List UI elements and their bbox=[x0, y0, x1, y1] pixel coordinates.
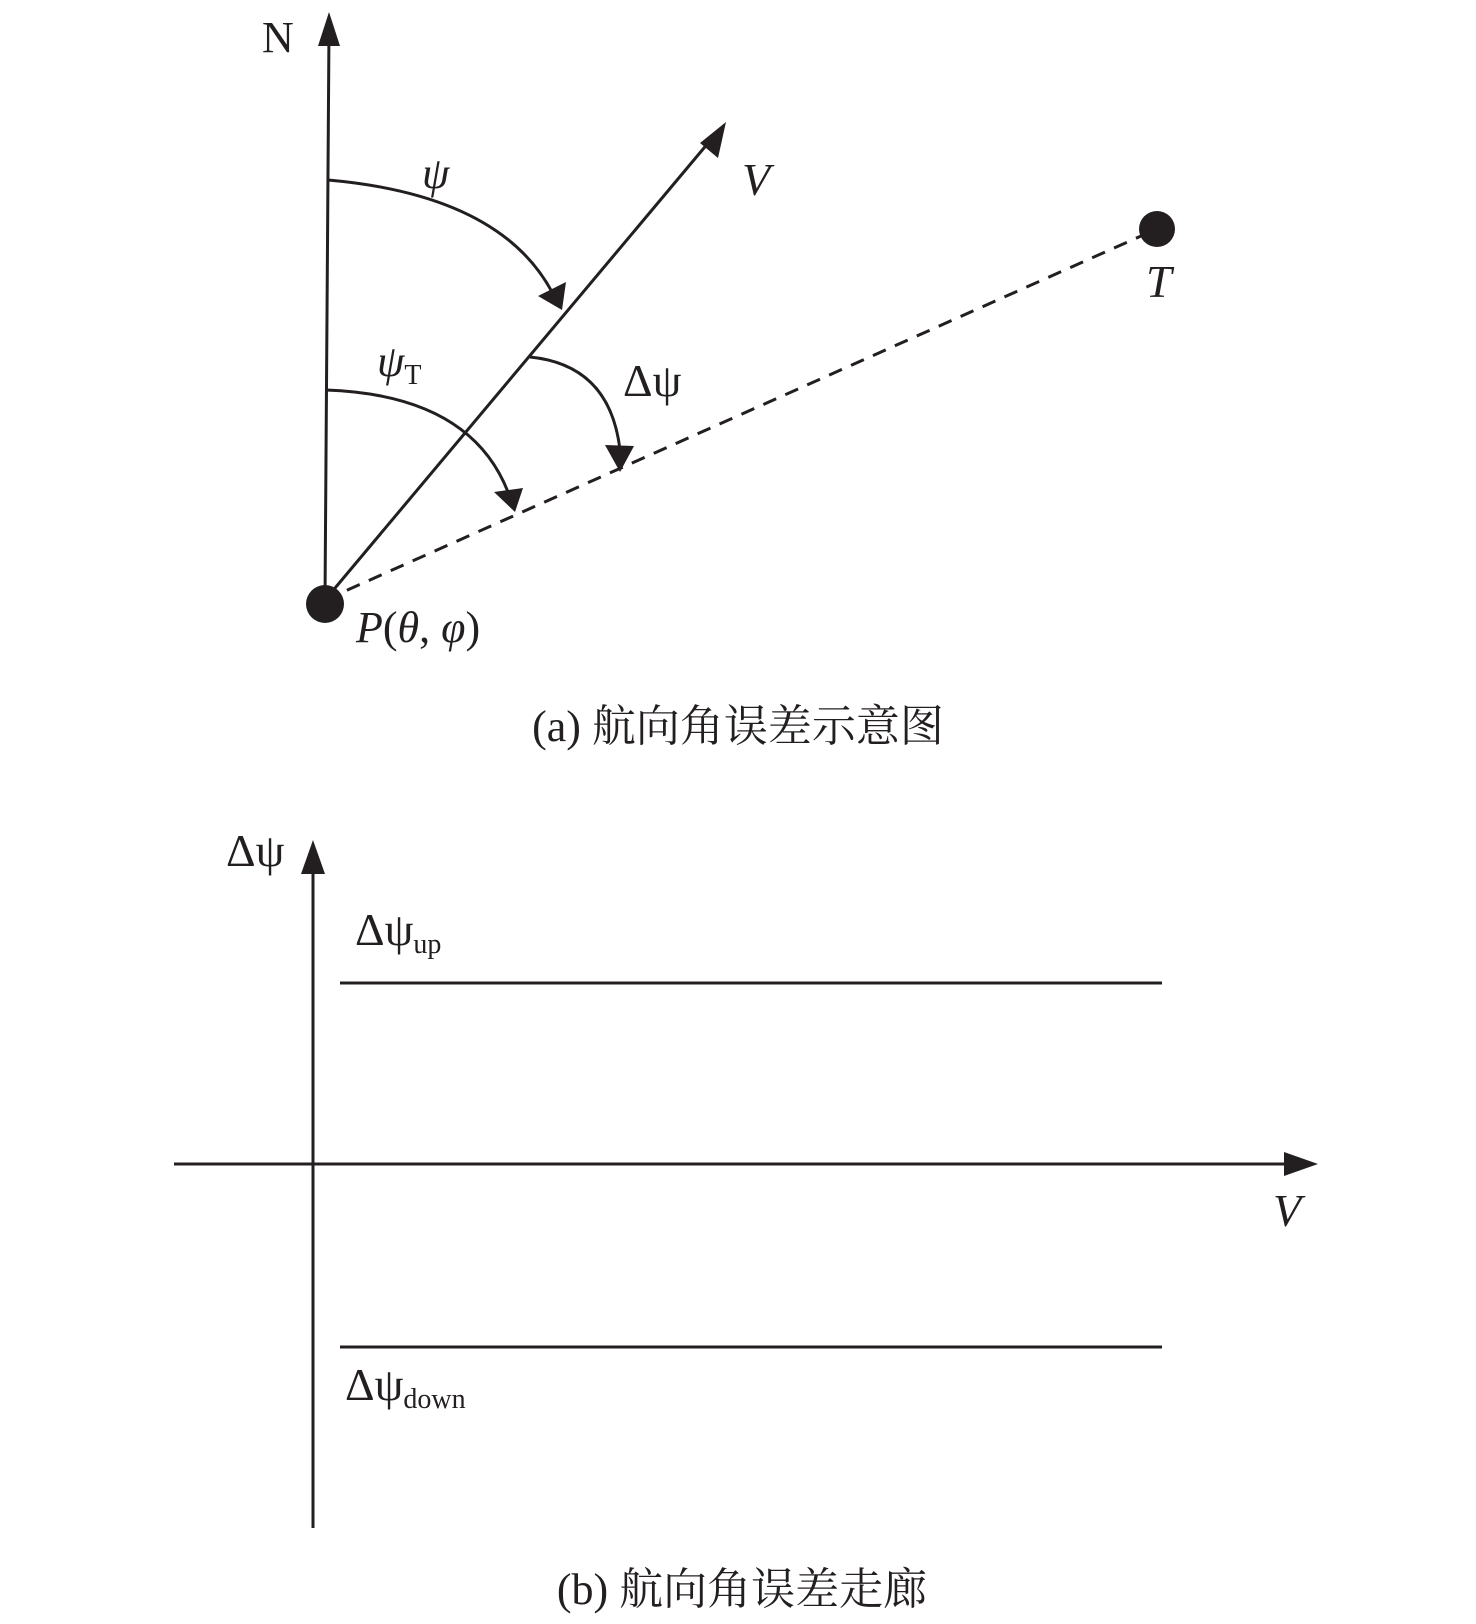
vehicle-point bbox=[306, 585, 344, 623]
psi-t-subscript: T bbox=[404, 360, 422, 391]
lower-bound-label bbox=[345, 1359, 466, 1415]
psi-t-symbol: ψ bbox=[377, 337, 405, 386]
lower-bound-subscript: down bbox=[403, 1384, 466, 1415]
vehicle-position-label bbox=[355, 603, 480, 652]
delta-psi-label bbox=[623, 355, 682, 406]
panel-a-caption: (a) 航向角误差示意图 bbox=[532, 702, 944, 751]
psi-t-arc bbox=[326, 390, 508, 492]
panel-b-caption: (b) 航向角误差走廊 bbox=[556, 1565, 928, 1614]
label-theta: θ bbox=[397, 603, 420, 652]
north-axis-line bbox=[325, 30, 329, 600]
psi-t-label bbox=[377, 337, 421, 391]
x-axis-arrowhead bbox=[1284, 1152, 1318, 1176]
target-label: T bbox=[1146, 256, 1172, 307]
psi-t-arrowhead bbox=[494, 488, 523, 512]
y-axis-label: Δψ bbox=[226, 825, 285, 876]
north-arrowhead bbox=[318, 12, 340, 46]
delta-psi-text: Δψ bbox=[623, 355, 682, 406]
delta-psi-arrowhead bbox=[605, 445, 634, 472]
target-point bbox=[1139, 211, 1175, 247]
y-axis-arrowhead bbox=[301, 840, 325, 874]
line-of-sight-dashed bbox=[325, 232, 1150, 600]
velocity-label: V bbox=[742, 154, 771, 205]
upper-bound-subscript: up bbox=[413, 929, 442, 960]
label-close-paren: ) bbox=[465, 603, 481, 652]
label-p: P bbox=[356, 603, 383, 652]
psi-label: ψ bbox=[422, 149, 450, 198]
panel-b-error-corridor bbox=[174, 825, 1318, 1614]
label-open-paren: ( bbox=[382, 603, 398, 652]
label-comma: , bbox=[419, 603, 442, 652]
upper-bound-label bbox=[355, 904, 441, 960]
upper-bound-symbol: Δψ bbox=[355, 904, 414, 955]
delta-psi-arc bbox=[530, 357, 620, 450]
north-label: N bbox=[262, 13, 294, 62]
label-phi: φ bbox=[441, 603, 466, 652]
x-axis-label: V bbox=[1273, 1185, 1302, 1236]
psi-arrowhead bbox=[538, 282, 566, 310]
panel-a-heading-diagram bbox=[262, 12, 1175, 751]
lower-bound-symbol: Δψ bbox=[345, 1359, 404, 1410]
velocity-arrowhead bbox=[700, 122, 726, 158]
